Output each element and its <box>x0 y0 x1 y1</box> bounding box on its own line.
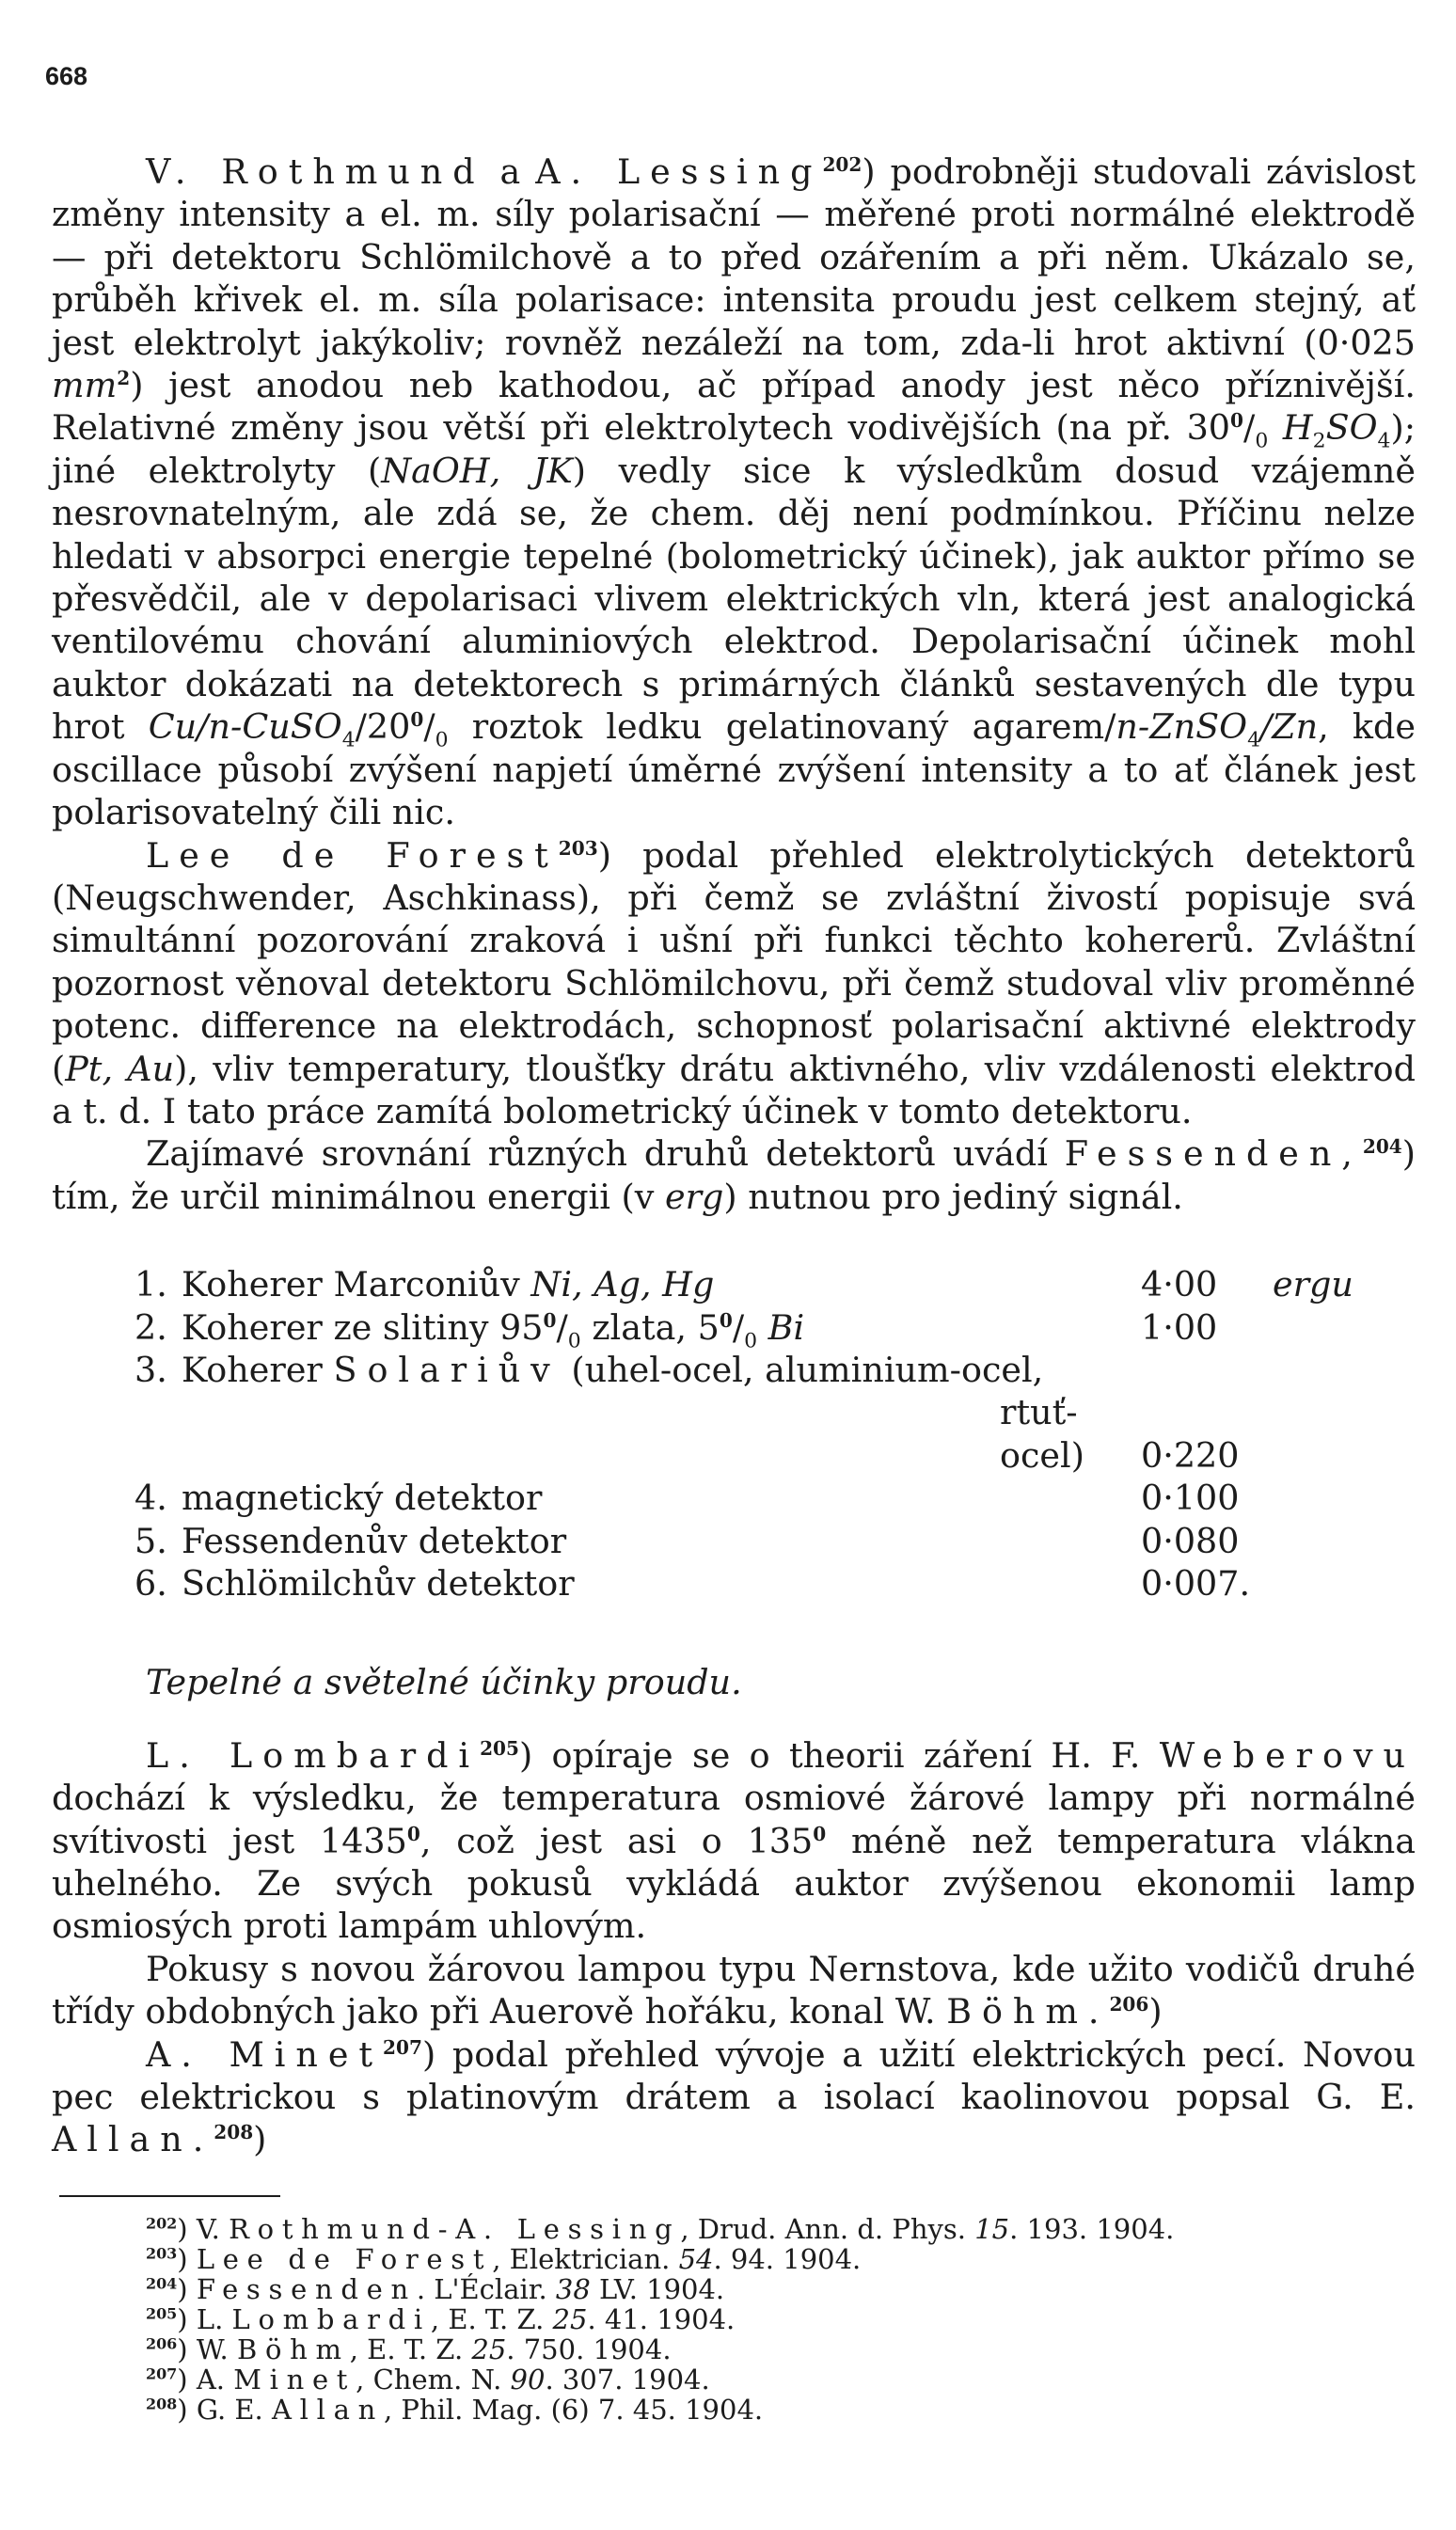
section-title: Tepelné a světelné účinky proudu. <box>146 1662 742 1703</box>
text-run: (uhel-ocel, aluminium-ocel, <box>560 1349 1044 1390</box>
text-run: , což jest asi o 135 <box>419 1820 814 1861</box>
italic-text: 90 <box>510 2363 546 2396</box>
italic-text: SO <box>1325 407 1378 449</box>
text-run: /20 <box>355 706 411 748</box>
text-run: Koherer Marconiův <box>182 1264 531 1305</box>
energy-unit <box>1273 1520 1353 1562</box>
subscript: 0 <box>567 1328 581 1352</box>
detector-row <box>135 1263 1353 1305</box>
spaced-name: L. Lombardi <box>146 1734 481 1776</box>
spaced-name: Fessenden, <box>1064 1133 1363 1175</box>
spaced-name: Allan <box>272 2393 384 2426</box>
italic-text: /Zn <box>1260 706 1319 748</box>
text-run: ) podal přehled vývoje a užití elektrických pecí. Novou pec elektrickou s platinovým drátem a isolací kaolinovou popsal G. E. <box>52 2033 1416 2118</box>
text-run: . 750. 1904. <box>506 2332 672 2365</box>
paragraph <box>52 1948 1416 2033</box>
text-run: Fessendenův detektor <box>182 1520 567 1561</box>
text-run: Zajímavé srovnání různých druhů detektorů uvádí <box>146 1133 1065 1175</box>
text-run: ) A. <box>177 2363 234 2396</box>
text-run: / <box>1243 407 1256 449</box>
text-run: ) <box>177 2272 197 2305</box>
superscript: 207 <box>383 2035 422 2059</box>
energy-value: 0·080 <box>1141 1520 1240 1561</box>
italic-text: Ni, Ag, Hg <box>530 1264 715 1305</box>
subscript: 0 <box>744 1328 758 1352</box>
detector-row <box>135 1520 1353 1562</box>
text-run <box>757 1307 768 1348</box>
spaced-name: Lee de Forest <box>146 834 559 876</box>
text-run: ), vliv temperatury, tloušťky drátu aktivného, vliv vzdálenosti elektrod a t. d. I tato práce zamítá bolometrický účinek v tomto detektoru. <box>52 1048 1416 1131</box>
superscript: 0 <box>406 1822 420 1845</box>
footnote <box>146 2395 1416 2425</box>
paragraphs-block <box>52 150 1416 1218</box>
spaced-name: Böhm. <box>946 1991 1110 2032</box>
superscript: 206 <box>146 2334 178 2353</box>
paragraph <box>52 150 1416 834</box>
italic-text: Bi <box>768 1306 805 1348</box>
italic-text: NaOH, JK <box>381 450 573 491</box>
text-run: Schlömilchův detektor <box>182 1563 575 1604</box>
superscript: 203 <box>558 836 598 860</box>
superscript: 2 <box>117 366 131 389</box>
energy-value: 4·00 <box>1141 1264 1218 1305</box>
text-run: . 193. 1904. <box>1009 2212 1175 2245</box>
spaced-name: Weberovu <box>1159 1734 1416 1776</box>
page-body <box>52 150 1416 2425</box>
text-run: ) podal přehled elektrolytických detektorů (Neugschwender, Aschkinass), při čemž se zvláštní živostí popisuje svá simultánní pozorování zraková i ušní při funkci těchto kohererů. Zvláštní pozornost věnoval detektoru Schlömilchovu, při čemž studoval vliv proměnné potenc. difference na elektrodách, schopnosť polarisační aktivné elektrody ( <box>52 834 1416 1089</box>
italic-text: 54 <box>678 2242 714 2275</box>
subscript: 4 <box>341 728 356 752</box>
spaced-name: A. Lessing <box>535 151 823 192</box>
text-run: a <box>484 151 536 192</box>
spaced-name: Lombardi <box>231 2302 431 2335</box>
text-run: / <box>732 1306 745 1348</box>
text-run: roztok ledku gelatinovaný agarem/ <box>448 706 1116 748</box>
text-run: ) vedly sice k výsledkům dosud vzájemně nesrovnatelným, ale zdá se, že chem. děj není podmínkou. Příčinu nelze hledati v absorpci energie tepelné (bolometrický účinek), jak auktor přímo se přesvědčil, ale v depolarisaci vlivem elektrických vln, která jest analogická ventilovému chování aluminiových elektrod. Depolarisační účinek mohl auktor dokázati na detektorech s primárných článků sestavených dle typu hrot <box>52 450 1416 748</box>
text-run: Koherer ze slitiny 95 <box>182 1306 544 1348</box>
italic-text: 38 <box>555 2272 591 2305</box>
text-run: ) <box>253 2119 267 2160</box>
paragraph <box>52 834 1416 1133</box>
row-number: 3. <box>135 1349 167 1390</box>
detector-name <box>182 1349 1141 1477</box>
footnotes <box>52 2214 1416 2425</box>
text-run: LV. 1904. <box>590 2272 725 2305</box>
italic-text: 25 <box>552 2302 588 2335</box>
text-run: . 41. 1904. <box>587 2302 736 2335</box>
row-number: 2. <box>135 1306 167 1348</box>
superscript: 202 <box>146 2214 178 2233</box>
energy-unit <box>1273 1349 1353 1477</box>
text-run: ) <box>177 2242 197 2275</box>
paragraph <box>52 2033 1416 2161</box>
superscript: 0 <box>543 1308 557 1332</box>
energy-value: 0·007. <box>1141 1563 1251 1604</box>
detector-row <box>135 1562 1353 1605</box>
italic-text: n-ZnSO <box>1116 706 1248 748</box>
text-run: ); jiné elektrolyty ( <box>52 407 1416 491</box>
row-number: 4. <box>135 1478 167 1519</box>
superscript: 208 <box>146 2395 178 2413</box>
energy-unit: ergu <box>1273 1264 1353 1305</box>
detector-name-continuation: rtuť-ocel) <box>1000 1392 1084 1476</box>
spaced-name: Böhm <box>237 2332 350 2365</box>
detector-row <box>135 1349 1353 1477</box>
energy-unit <box>1273 1477 1353 1519</box>
text-run: ) W. <box>177 2332 237 2365</box>
italic-text: 25 <box>471 2332 507 2365</box>
energy-unit <box>1273 1562 1353 1605</box>
text-run: dochází k výsledku, že temperatura osmiové žárové lampy při normálné svítivosti jest 1435 <box>52 1778 1416 1861</box>
italic-text: mm <box>52 365 118 406</box>
text-run: ) <box>1148 1991 1163 2032</box>
footnote <box>146 2334 1416 2364</box>
detector-energy-table <box>135 1263 1353 1605</box>
text-run: méně než temperatura vlákna uhelného. Ze svých pokusů vykládá auktor zvýšenou ekonomii lamp osmiosých proti lampám uhlovým. <box>52 1820 1416 1947</box>
text-run: / <box>556 1306 568 1348</box>
superscript: 0 <box>1230 409 1243 433</box>
paragraphs-block-2 <box>52 1734 1416 2161</box>
spaced-name: Rothmund-A. Lessing <box>229 2212 681 2245</box>
row-number: 1. <box>135 1264 167 1305</box>
superscript: 204 <box>1362 1135 1402 1159</box>
detector-name <box>182 1562 1141 1605</box>
footnote-divider <box>59 2195 280 2197</box>
text-run: magnetický detektor <box>182 1478 543 1519</box>
detector-name <box>182 1520 1141 1562</box>
footnote <box>146 2364 1416 2395</box>
detector-name <box>182 1306 1141 1352</box>
superscript: 205 <box>146 2304 178 2323</box>
energy-unit <box>1273 1306 1353 1349</box>
subscript: 2 <box>1312 429 1326 453</box>
text-run: ) podrobněji studovali závislost změny intensity a el. m. síly polarisační — měřené proti normálné elektrodě — při detektoru Schlömilchově a to před ozářením a při něm. Ukázalo se, průběh křivek el. m. síla polarisace: intensita proudu jest celkem stejný, ať jest elektrolyt jakýkoliv; rovněž nezáleží na tom, zda-li hrot aktivní (0·025 <box>52 151 1416 363</box>
footnote <box>146 2214 1416 2244</box>
superscript: 206 <box>1109 1993 1149 2016</box>
superscript: 0 <box>410 708 424 732</box>
row-number: 5. <box>135 1520 167 1561</box>
detector-row <box>135 1306 1353 1349</box>
spaced-name: Lee de Forest <box>196 2242 493 2275</box>
text-run: , E. T. Z. <box>430 2302 553 2335</box>
superscript: 0 <box>719 1308 733 1332</box>
text-run: , Chem. N. <box>356 2363 511 2396</box>
superscript: 202 <box>822 152 863 176</box>
row-number: 6. <box>135 1563 167 1604</box>
italic-text: Cu/n-CuSO <box>148 706 342 748</box>
italic-text: H <box>1268 407 1313 449</box>
energy-value: 0·100 <box>1141 1478 1240 1519</box>
text-run: , Phil. Mag. (6) 7. 45. 1904. <box>383 2393 764 2426</box>
detector-row <box>135 1477 1353 1519</box>
text-run: , Elektrician. <box>492 2242 679 2275</box>
subscript: 4 <box>1377 429 1391 453</box>
superscript: 207 <box>146 2364 178 2383</box>
paragraph <box>52 1734 1416 1948</box>
energy-value: 1·00 <box>1141 1306 1218 1348</box>
footnote <box>146 2304 1416 2334</box>
superscript: 205 <box>480 1736 519 1760</box>
text-run: , E. T. Z. <box>349 2332 472 2365</box>
superscript: 204 <box>146 2274 178 2293</box>
subscript: 0 <box>1255 429 1269 453</box>
text-run: . L'Éclair. <box>416 2272 556 2305</box>
spaced-name: A. Minet <box>146 2033 384 2075</box>
text-run: Pokusy s novou žárovou lampou typu Nernstova, kde užito vodičů druhé třídy obdobných jako při Auerově hořáku, konal W. <box>52 1948 1416 2032</box>
footnote <box>146 2244 1416 2274</box>
text-run: / <box>423 706 435 748</box>
spaced-name: Minet <box>233 2363 356 2396</box>
page-number: 668 <box>45 62 88 90</box>
text-run: , Drud. Ann. d. Phys. <box>680 2212 975 2245</box>
paragraph <box>52 1132 1416 1218</box>
spaced-name: V. Rothmund <box>146 151 485 192</box>
text-run: Koherer <box>182 1349 334 1390</box>
superscript: 208 <box>214 2121 254 2144</box>
text-run: ) tím, že určil minimálnou energii (v <box>52 1133 1416 1217</box>
text-run: ) V. <box>177 2212 229 2245</box>
text-run: ) jest anodou neb kathodou, ač případ anody jest něco příznivější. Relativné změny jsou větší při elektrolytech vodivějších (na př. 30 <box>52 365 1416 449</box>
text-run: ) nutnou pro jediný signál. <box>723 1176 1183 1217</box>
italic-text: Pt, Au <box>65 1048 175 1089</box>
detector-name <box>182 1263 1141 1305</box>
text-run: ) L. <box>177 2302 232 2335</box>
subscript: 4 <box>1247 728 1260 752</box>
spaced-name: Allan. <box>52 2119 214 2160</box>
text-run: zlata, 5 <box>580 1306 720 1348</box>
text-run: ) opíraje se o theorii záření H. F. <box>518 1734 1160 1776</box>
italic-text: erg <box>664 1176 724 1217</box>
text-run: ) G. E. <box>177 2393 272 2426</box>
superscript: 0 <box>813 1822 827 1845</box>
italic-text: 15 <box>974 2212 1010 2245</box>
text-run: . 307. 1904. <box>545 2363 710 2396</box>
superscript: 203 <box>146 2244 178 2263</box>
spaced-name: Solariův <box>333 1349 561 1390</box>
text-run: , kde oscillace působí zvýšení napjetí úměrné zvýšení intensity a to ať článek jest polarisovatelný čili nic. <box>52 706 1416 833</box>
footnote <box>146 2274 1416 2304</box>
spaced-name: Fessenden <box>196 2272 417 2305</box>
detector-name <box>182 1477 1141 1519</box>
energy-value: 0·220 <box>1141 1434 1240 1476</box>
text-run: . 94. 1904. <box>713 2242 862 2275</box>
subscript: 0 <box>435 728 449 752</box>
